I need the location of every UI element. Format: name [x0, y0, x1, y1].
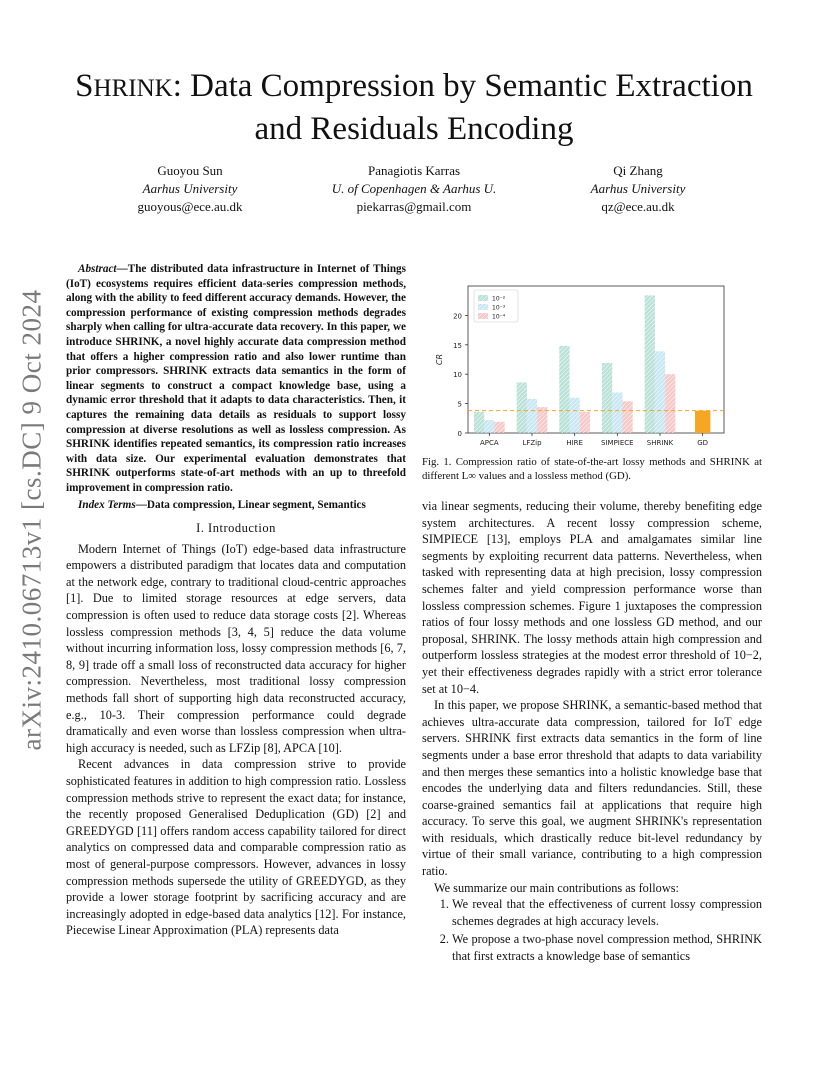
- bar-shrink-series-2: [665, 374, 675, 433]
- figure-caption: Fig. 1. Compression ratio of state-of-the-art lossy methods and SHRINK at different L∞ values and a lossless method (GD).: [422, 456, 762, 482]
- chart-svg: [424, 278, 764, 458]
- left-column: [66, 262, 406, 939]
- paragraph: via linear segments, reducing their volume, thereby benefiting edge system architectures. A recent lossy compression scheme, SIMPIECE [13], employs PLA and amalgamates similar line segments by exploiting recurrent data patterns. Nevertheless, when tasked with representing data at high precision, lossy compression schemes falter and yield compression performance worse than lossless compression schemes. Figure 1 juxtaposes the compression ratios of four lossy methods and one lossless GD method, and our proposal, SHRINK. The lossy methods attain high compression and outperform lossless strategies at the modest error threshold of 10−2, yet their effectiveness degrades rapidly with a strict error tolerance set at 10−4.: [422, 499, 762, 696]
- y-tick-label: 20: [453, 312, 462, 321]
- y-tick-label: 15: [453, 341, 462, 350]
- figure-1-chart: [424, 278, 764, 458]
- y-tick-label: 0: [457, 430, 462, 438]
- bar-apca-series-1: [484, 420, 494, 433]
- y-tick-label: 5: [457, 400, 462, 409]
- legend-label: 10⁻²: [492, 295, 506, 303]
- section-heading: I. Introduction: [196, 521, 276, 536]
- arxiv-identifier: arXiv:2410.06713v1 [cs.DC] 9 Oct 2024: [16, 289, 47, 751]
- bar-simpiece-series-2: [622, 401, 632, 433]
- bar-simpiece-series-0: [602, 363, 612, 433]
- contribution-list: [422, 896, 762, 964]
- index-terms: Index Terms—Data compression, Linear segment, Semantics: [78, 498, 366, 511]
- x-tick-label: SIMPIECE: [601, 439, 634, 447]
- bar-hire-series-0: [559, 346, 569, 433]
- paragraph: We summarize our main contributions as follows:: [434, 880, 679, 895]
- legend-swatch: [478, 313, 488, 319]
- author-2: Panagiotis Karras U. of Copenhagen & Aarhus U. piekarras@gmail.com: [331, 163, 497, 214]
- paragraph: In this paper, we propose SHRINK, a semantic-based method that achieves ultra-accurate data compression, tailored for IoT edge servers. SHRINK first extracts data semantics in the form of line segments under a base error threshold that adapts to data variability and then merges these semantics into a holistic knowledge base that encodes the underlying data and filters redundancies. Still, these coarse-grained semantics fail at applications that require high accuracy. To serve this goal, we augment SHRINK's representation with residuals, which drastically reduce bit-level redundancy by virtue of their small variance, contributing to a high compression ratio.: [422, 698, 762, 879]
- paragraph: Recent advances in data compression strive to provide sophisticated features in addition to high compression ratio. Lossless compression methods strive to represent the exact data; for instance, the recently proposed Generalised Deduplication (GD) [2] and GREEDYGD [11] offers random access capability tailored for direct analytics on compressed data and comparable compression ratio as most of general-purpose compressors. However, advances in lossy compression methods supersede the utility of GREEDYGD, as they provide a lower storage footprint by sacrificing accuracy and are increasingly adopted in edge-based data analytics [12]. For instance, Piecewise Linear Approximation (PLA) represents data: [66, 757, 406, 938]
- author-3: Qi Zhang Aarhus University qz@ece.au.dk: [590, 163, 686, 214]
- y-tick-label: 10: [453, 371, 462, 380]
- bar-apca-series-0: [474, 412, 484, 433]
- bar-apca-series-2: [494, 422, 504, 433]
- list-item: 1. We reveal that the effectiveness of current lossy compression schemes degrades at high accuracy levels.: [452, 896, 762, 929]
- x-tick-label: HIRE: [566, 439, 583, 447]
- list-item: 2. We propose a two-phase novel compression method, SHRINK that first extracts a knowledge base of semantics: [452, 931, 762, 964]
- author-block: [60, 162, 768, 222]
- author-1: Guoyou Sun Aarhus University guoyous@ece.au.dk: [137, 163, 243, 214]
- legend-swatch: [478, 295, 488, 301]
- right-column: [422, 498, 762, 967]
- legend-label: 10⁻⁴: [492, 313, 506, 321]
- x-tick-label: SHRINK: [646, 439, 674, 447]
- bar-lossless-gd: [695, 411, 710, 433]
- legend-label: 10⁻³: [492, 304, 506, 312]
- abstract: Abstract—The distributed data infrastructure in Internet of Things (IoT) ecosystems requires efficient data-series compression methods, along with the ability to feed different accuracy demands. However, the compression performance of existing compression methods degrades sharply when calling for ultra-accurate data recovery. In this paper, we introduce SHRINK, a novel highly accurate data compression method that offers a higher compression ratio and also lower runtime than prior compressors. SHRINK extracts data semantics in the form of linear segments to construct a compact knowledge base, using a dynamic error threshold that it adapts to data characteristics. Then, it captures the remaining data details as residuals to support lossy compression at diverse resolutions as well as lossless compression. As SHRINK identifies repeated semantics, its compression ratio increases with data size. Our experimental evaluation demonstrates that SHRINK outperforms state-of-art methods with an up to threefold improvement in compression ratio.: [66, 263, 406, 494]
- bar-lfzip-series-0: [517, 382, 527, 433]
- bar-lfzip-series-1: [527, 399, 537, 433]
- y-axis-label: CR: [435, 353, 444, 366]
- bar-hire-series-1: [570, 398, 580, 433]
- legend-swatch: [478, 304, 488, 310]
- paper-title: SHRINK: Data Compression by Semantic Extraction and Residuals Encoding: [75, 68, 753, 147]
- bar-shrink-series-1: [655, 351, 665, 433]
- bar-hire-series-2: [580, 412, 590, 433]
- x-tick-label: GD: [697, 439, 709, 447]
- x-tick-label: APCA: [479, 439, 499, 447]
- bar-simpiece-series-1: [612, 392, 622, 433]
- x-tick-label: LFZip: [522, 439, 542, 447]
- paragraph: Modern Internet of Things (IoT) edge-based data infrastructure empowers a distributed paradigm that locates data and computation at the network edge, contrary to traditional cloud-centric approaches [1]. Due to limited storage resources at edge servers, data compression is often used to reduce data storage costs [2]. Whereas lossless compression methods [3, 4, 5] reduce the data volume without incurring information loss, lossy compression methods [6, 7, 8, 9] trade off a small loss of reconstructed data accuracy for higher compression. Nevertheless, most traditional lossy compression methods fall short of supporting high data reconstructed accuracy, e.g., 10-3. Their compression performance could degrade dramatically and even worse than lossless compression when ultra-high accuracy is needed, such as LFZip [8], APCA [10].: [66, 541, 406, 755]
- bar-shrink-series-0: [645, 295, 655, 433]
